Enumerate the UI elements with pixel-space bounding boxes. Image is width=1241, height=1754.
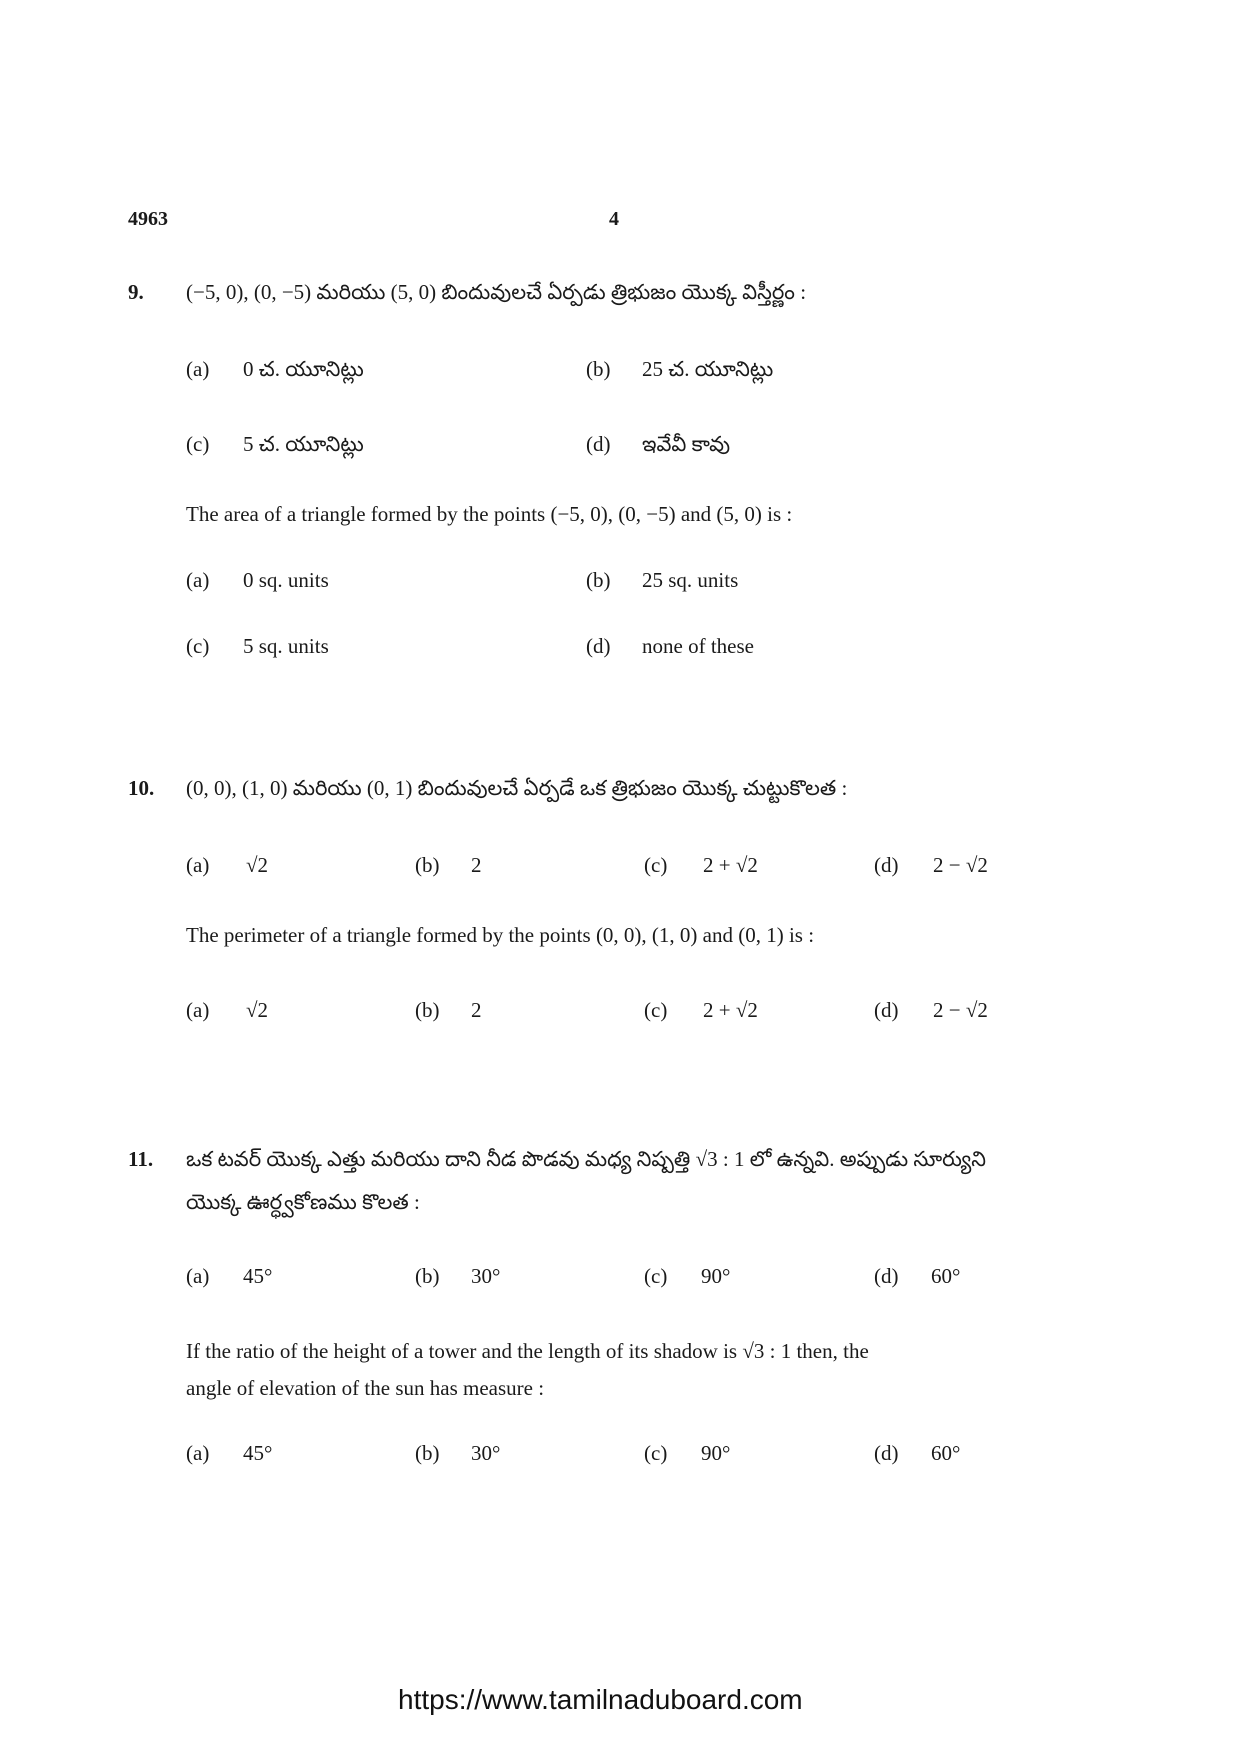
q10-telugu-option-a-text: √2	[246, 853, 269, 877]
q11-english-option-a-label: (a)	[186, 1441, 210, 1465]
q11-telugu-option-b-label: (b)	[415, 1264, 440, 1288]
q11-english-option-d-label: (d)	[874, 1441, 899, 1465]
q11-telugu-option-d-text: 60°	[931, 1264, 961, 1288]
q11-english-option-b-text: 30°	[471, 1441, 501, 1465]
q9-telugu-option-a-text: 0 చ. యూనిట్లు	[243, 357, 364, 381]
question-10-telugu-text: (0, 0), (1, 0) మరియు (0, 1) బిందువులచే ఏర్పడే ఒక త్రిభుజం యొక్క చుట్టుకొలత :	[186, 776, 848, 800]
q11-english-option-c-label: (c)	[644, 1441, 668, 1465]
question-9-number: 9.	[128, 280, 144, 304]
q10-telugu-option-d-text: 2 − √2	[933, 853, 988, 877]
q10-english-option-a-text: √2	[246, 998, 269, 1022]
q9-english-option-b-text: 25 sq. units	[642, 568, 739, 592]
q9-telugu-option-c-label: (c)	[186, 432, 210, 456]
q10-english-option-b-text: 2	[471, 998, 482, 1022]
q11-telugu-option-a-text: 45°	[243, 1264, 273, 1288]
q9-english-option-d-label: (d)	[586, 634, 611, 658]
q11-english-option-d-text: 60°	[931, 1441, 961, 1465]
q10-english-option-c-label: (c)	[644, 998, 668, 1022]
question-11-telugu-line-2: యొక్క ఊర్ధ్వకోణము కొలత :	[186, 1190, 420, 1214]
q9-english-option-c-label: (c)	[186, 634, 210, 658]
q11-telugu-option-d-label: (d)	[874, 1264, 899, 1288]
q11-telugu-option-b-text: 30°	[471, 1264, 501, 1288]
q10-english-option-a-label: (a)	[186, 998, 210, 1022]
q9-telugu-option-a-label: (a)	[186, 357, 210, 381]
q10-english-option-d-text: 2 − √2	[933, 998, 988, 1022]
q10-telugu-option-b-label: (b)	[415, 853, 440, 877]
question-10-number: 10.	[128, 776, 155, 800]
q9-english-option-a-text: 0 sq. units	[243, 568, 329, 592]
q10-telugu-option-c-text: 2 + √2	[703, 853, 758, 877]
question-9-telugu-text: (−5, 0), (0, −5) మరియు (5, 0) బిందువులచే ఏర్పడు త్రిభుజం యొక్క విస్తీర్ణం :	[186, 280, 807, 304]
q9-telugu-option-b-text: 25 చ. యూనిట్లు	[642, 357, 774, 381]
q9-english-option-c-text: 5 sq. units	[243, 634, 329, 658]
q10-telugu-option-d-label: (d)	[874, 853, 899, 877]
q11-telugu-option-a-label: (a)	[186, 1264, 210, 1288]
question-11-number: 11.	[128, 1147, 154, 1171]
q10-telugu-option-a-label: (a)	[186, 853, 210, 877]
question-11-english-line-2: angle of elevation of the sun has measure :	[186, 1376, 545, 1400]
q11-english-option-a-text: 45°	[243, 1441, 273, 1465]
q10-telugu-option-c-label: (c)	[644, 853, 668, 877]
q11-english-option-c-text: 90°	[701, 1441, 731, 1465]
footer-url[interactable]: https://www.tamilnaduboard.com	[398, 1684, 803, 1715]
question-11-telugu-line-1: ఒక టవర్ యొక్క ఎత్తు మరియు దాని నీడ పొడవు మధ్య నిష్పత్తి √3 : 1 లో ఉన్నవి. అప్పుడు సూర్యుని	[186, 1147, 986, 1171]
question-9-english-text: The area of a triangle formed by the points (−5, 0), (0, −5) and (5, 0) is :	[186, 502, 793, 526]
q11-english-option-b-label: (b)	[415, 1441, 440, 1465]
question-10-english-text: The perimeter of a triangle formed by the points (0, 0), (1, 0) and (0, 1) is :	[186, 923, 815, 947]
q9-telugu-option-d-label: (d)	[586, 432, 611, 456]
q9-english-option-d-text: none of these	[642, 634, 754, 658]
page-number: 4	[609, 208, 619, 230]
q10-english-option-b-label: (b)	[415, 998, 440, 1022]
q9-english-option-a-label: (a)	[186, 568, 210, 592]
question-11-english-line-1: If the ratio of the height of a tower and the length of its shadow is √3 : 1 then, the	[186, 1339, 869, 1363]
q9-english-option-b-label: (b)	[586, 568, 611, 592]
q11-telugu-option-c-label: (c)	[644, 1264, 668, 1288]
q10-english-option-c-text: 2 + √2	[703, 998, 758, 1022]
q10-english-option-d-label: (d)	[874, 998, 899, 1022]
q9-telugu-option-d-text: ఇవేవీ కావు	[642, 432, 731, 456]
q10-telugu-option-b-text: 2	[471, 853, 482, 877]
paper-code: 4963	[128, 208, 168, 230]
q11-telugu-option-c-text: 90°	[701, 1264, 731, 1288]
q9-telugu-option-b-label: (b)	[586, 357, 611, 381]
q9-telugu-option-c-text: 5 చ. యూనిట్లు	[243, 432, 364, 456]
